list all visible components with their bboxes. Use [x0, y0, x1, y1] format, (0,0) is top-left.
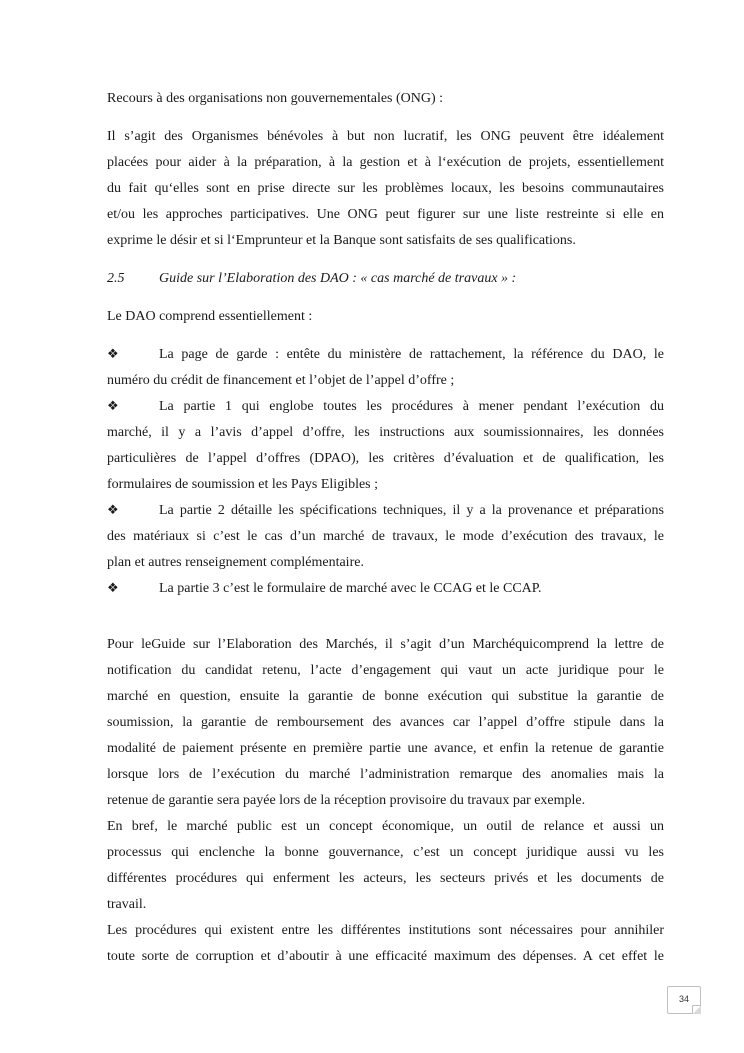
section-title: Guide sur l’Elaboration des DAO : « cas marché de travaux » :: [159, 271, 517, 286]
text-line: travail.: [107, 897, 147, 912]
text-line: lorsque lors de l’exécution du marché l’administration remarque des anomalies mais la: [107, 767, 664, 782]
diamond-bullet-icon: ❖: [107, 581, 119, 596]
diamond-bullet-icon: ❖: [107, 399, 119, 414]
text-line: et/ou les approches participatives. Une ONG peut figurer sur une liste restreinte si elle en: [107, 207, 664, 222]
diamond-bullet-icon: ❖: [107, 347, 119, 362]
text-line: marché en question, ensuite la garantie de bonne exécution qui substitue la garantie de: [107, 689, 664, 704]
text-line: marché, il y a l’avis d’appel d’offre, les instructions aux soumissionnaires, les données: [107, 425, 664, 440]
text-line: toute sorte de corruption et d’aboutir à une efficacité maximum des dépenses. A cet effet le: [107, 949, 664, 964]
text-line: processus qui enclenche la bonne gouvernance, c’est un concept juridique aussi vu les: [107, 845, 664, 860]
paragraph-ong-description: [107, 124, 664, 254]
bullet-list: [107, 342, 664, 602]
text-line: Les procédures qui existent entre les différentes institutions sont nécessaires pour annihiler: [107, 923, 664, 938]
document-body: [107, 86, 664, 970]
paragraph-en-bref: [107, 814, 664, 918]
text-line: Il s’agit des Organismes bénévoles à but non lucratif, les ONG peuvent être idéalement: [107, 129, 664, 144]
list-item: [107, 394, 664, 498]
text-line: modalité de paiement présente en première partie une avance, et enfin la retenue de garantie: [107, 741, 664, 756]
text-line: notification du candidat retenu, l’acte d’engagement qui vaut un acte juridique pour le: [107, 663, 664, 678]
text-line: formulaires de soumission et les Pays Eligibles ;: [107, 477, 379, 492]
section-number: 2.5: [107, 271, 125, 286]
text-line: La partie 1 qui englobe toutes les procédures à mener pendant l’exécution du: [159, 399, 664, 414]
page-number: 34: [667, 986, 701, 1014]
text-line: Pour leGuide sur l’Elaboration des Marchés, il s’agit d’un Marchéquicomprend la lettre de: [107, 637, 664, 652]
paragraph-guide-marches: [107, 632, 664, 814]
text-line: La partie 2 détaille les spécifications techniques, il y a la provenance et préparations: [159, 503, 664, 518]
list-item: [107, 498, 664, 576]
list-item: [107, 342, 664, 394]
text-line: exprime le désir et si l‘Emprunteur et la Banque sont satisfaits de ses qualifications.: [107, 233, 576, 248]
text-line: plan et autres renseignement complémentaire.: [107, 555, 364, 570]
text-line: différentes procédures qui enferment les acteurs, les secteurs privés et les documents de: [107, 871, 664, 886]
text-line: particulières de l’appel d’offres (DPAO), les critères d’évaluation et de qualification, les: [107, 451, 664, 466]
text-line: soumission, la garantie de remboursement des avances car l’appel d’offre stipule dans la: [107, 715, 664, 730]
paragraph-procedures: [107, 918, 664, 970]
text-line: du fait qu‘elles sont en prise directe sur les problèmes locaux, les besoins communautaires: [107, 181, 664, 196]
text-line: La partie 3 c’est le formulaire de marché avec le CCAG et le CCAP.: [159, 581, 542, 596]
paragraph-ong-title: Recours à des organisations non gouvernementales (ONG) :: [107, 91, 444, 106]
text-line: En bref, le marché public est un concept économique, un outil de relance et aussi un: [107, 819, 664, 834]
text-line: des matériaux si c’est le cas d’un marché de travaux, le mode d’exécution des travaux, le: [107, 529, 664, 544]
list-item: [107, 576, 664, 602]
text-line: La page de garde : entête du ministère de rattachement, la référence du DAO, le: [159, 347, 664, 362]
dao-intro: Le DAO comprend essentiellement :: [107, 309, 313, 324]
text-line: retenue de garantie sera payée lors de la réception provisoire du travaux par exemple.: [107, 793, 586, 808]
diamond-bullet-icon: ❖: [107, 503, 119, 518]
text-line: numéro du crédit de financement et l’objet de l’appel d’offre ;: [107, 373, 455, 388]
section-heading: [107, 266, 664, 292]
text-line: placées pour aider à la préparation, à la gestion et à l‘exécution de projets, essentiellement: [107, 155, 664, 170]
